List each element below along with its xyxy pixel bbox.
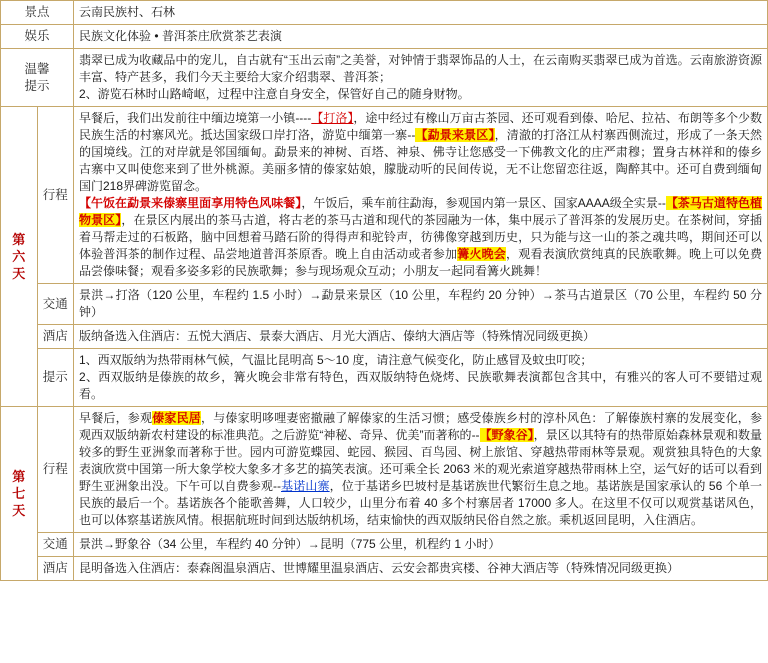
table-row-day7-hotel — [1, 557, 768, 581]
table-row — [1, 49, 768, 107]
table-row-day6-itinerary — [1, 107, 768, 284]
d7-a1: 早餐后，参观 — [79, 411, 153, 425]
d6-p1a: 早餐后，我们出发前往中缅边境第一小镇---- — [79, 111, 312, 125]
section-label-itinerary-6: 行程 — [37, 107, 74, 284]
d6-p2a: ，午饭后，乘车前往勐海，参观国内第一景区、国家AAAA级全实景-- — [301, 196, 666, 210]
d7-a2: ，与傣家明哆哩妻密撤融了解傣家的生活习惯；感受傣族乡村的淳朴风色：了解傣族村寨的发展变化，参观西双版纳新农村建设的标准典范。之后游览“神秘、奇异、优美”而著称的-- — [79, 411, 762, 442]
table-row-day7-transport — [1, 533, 768, 557]
d6-p2b: ，在景区内展出的茶马古道，将古老的茶马古道和现代的茶园融为一体，集中展示了普洱茶的发展历史。在茶树间，穿插着马帮走过的石板路，脑中回想着马踏石阶的得得声和驼铃声，彷彿像穿越到历史，只为能与这一山的茶之魂共鸣，期间还可以体验普洱茶的制作过程、品尝地道普洱茶原香。晚上自由活动或者参加 — [79, 213, 762, 261]
section-label-hotel-7: 酒店 — [37, 557, 74, 581]
d7-a4: ，位于基诺乡巴坡村是基诺族世代繁衍生息之地。基诺族是国家承认的 56 个单一民族的最后一个。基诺族各个能歌善舞，人口较少，山里分布着 40 多个村寨居者 17000 多人。在这里不仅可以观赏基诺风色，也可以体察基诺族风情。根据航班时间到达版纳机场，结束愉快的西双版纳民俗自然之旅。乘机返回昆明，入住酒店。 — [79, 479, 762, 527]
section-label-transport-7: 交通 — [37, 533, 74, 557]
table-row — [1, 1, 768, 25]
d6-note-2: 2、西双版纳是傣族的故乡，篝火晚会非常有特色，西双版纳特色烧烤、民族歌舞表演都包含其中，有雅兴的客人可不要错过观看。 — [79, 370, 762, 401]
day-label-6: 第 六 天 — [1, 107, 38, 407]
table-row-day7-itinerary — [1, 407, 768, 533]
d7-a3: ，景区以其特有的热带原始森林景观和数量较多的野生亚洲象而著称于世。园内可游览蝶园、蛇园、猴园、百鸟园、树上旅馆、穿越热带雨林等景观。观赏独具特色的大象表演欣赏中国第一所大象学校大象多才多艺的搞笑表演。还可乘全长 2063 米的观光索道穿越热带雨林上空，运气好的话可以看到野生亚洲象出没。下午可以自费参观-- — [79, 428, 762, 493]
row-content-scenic: 云南民族村、石林 — [74, 1, 768, 25]
day7-hotel-content: 昆明备选入住酒店：泰森阁温泉酒店、世博耀里温泉酒店、云安会都贵宾楼、谷神大酒店等（特殊情况同级更换） — [74, 557, 768, 581]
table-row-day6-notes — [1, 349, 768, 407]
d6-menglinglai-highlight: 【勐景来景区】 — [415, 128, 495, 142]
row-label-entertainment: 娱乐 — [1, 25, 74, 49]
table-row-day6-hotel — [1, 325, 768, 349]
section-label-notes-6: 提示 — [37, 349, 74, 407]
day6-notes-content — [74, 349, 768, 407]
row-label-tips: 温馨 提示 — [1, 49, 74, 107]
row-label-scenic: 景点 — [1, 1, 74, 25]
table-row-day6-transport — [1, 284, 768, 325]
d6-note-1: 1、西双版纳为热带雨林气候，气温比昆明高 5～10 度，请注意气候变化，防止感冒及蚊虫叮咬； — [79, 353, 593, 367]
tip-line-1: 翡翠已成为收藏品中的宠儿，自古就有“玉出云南”之美誉，对钟情于翡翠饰品的人士，在云南购买翡翠已成为首选。云南旅游资源丰富、特产甚多，我们今天主要给大家介绍翡翠、普洱茶； — [79, 53, 762, 84]
row-content-tips — [74, 49, 768, 107]
d7-daijia-highlight: 傣家民居 — [152, 411, 202, 425]
day-label-7: 第 七 天 — [1, 407, 38, 581]
day6-hotel-content: 版纳备选入住酒店：五悦大酒店、景泰大酒店、月光大酒店、傣纳大酒店等（特殊情况同级更换） — [74, 325, 768, 349]
section-label-itinerary-7: 行程 — [37, 407, 74, 533]
d6-lunch-note: 【午饭在勐景来傣寨里面享用特色风味餐】 — [79, 196, 302, 210]
d7-jinuo-link[interactable]: 基诺山寨 — [280, 479, 330, 493]
d6-daluo-link[interactable]: 【打洛】 — [311, 111, 354, 125]
section-label-hotel-6: 酒店 — [37, 325, 74, 349]
d6-chamagudao-highlight: 【茶马古道特色植物景区】 — [79, 196, 762, 227]
d6-p1c: ，清澈的打洛江从村寨西侧流过，形成了一条天然的国境线。江的对岸就是邻国缅甸。勐景来的神树、百塔、神泉、佛寺让您感受一下佛教文化的庄严肃穆；置身古林祥和的傣乡古寨中又叫使您来到了世外桃源。美丽多情的傣家姑娘，朦胧动听的民间传说，无不让您留恋往返，陶醉其中。还可自费到缅甸国门218界碑游览留念。 — [79, 128, 762, 193]
day6-transport-content: 景洪→打洛（120 公里，车程约 1.5 小时）→勐景来景区（10 公里，车程约 20 分钟）→茶马古道景区（70 公里，车程约 50 分钟） — [74, 284, 768, 325]
d6-p1b: ，途中经过有橡山万亩古茶园、还可观看到傣、哈尼、拉祜、布朗等多个少数民族生活的村寨风光。抵达国家级口岸打洛，游览中缅第一寨-- — [79, 111, 762, 142]
section-label-transport-6: 交通 — [37, 284, 74, 325]
day7-transport-content: 景洪→野象谷（34 公里，车程约 40 分钟）→昆明（775 公里，机程约 1 小时） — [74, 533, 768, 557]
d6-p2c: ，观看表演欣赏纯真的民族歌舞。晚上可以免费品尝傣味餐；观看多姿多彩的民族歌舞；参与现场观众互动；小朋友一起同看篝火跳舞！ — [79, 247, 762, 278]
row-content-entertainment: 民族文化体验 • 普洱茶庄欣赏茶艺表演 — [74, 25, 768, 49]
day6-itinerary-content — [74, 107, 768, 284]
day7-itinerary-content — [74, 407, 768, 533]
table-row — [1, 25, 768, 49]
tip-line-2: 2、游览石林时山路崎岖，过程中注意自身安全，保管好自己的随身财物。 — [79, 87, 470, 101]
d6-bonfire-highlight: 篝火晚会 — [457, 247, 506, 261]
d7-yexianggu-highlight: 【野象谷】 — [479, 428, 534, 442]
